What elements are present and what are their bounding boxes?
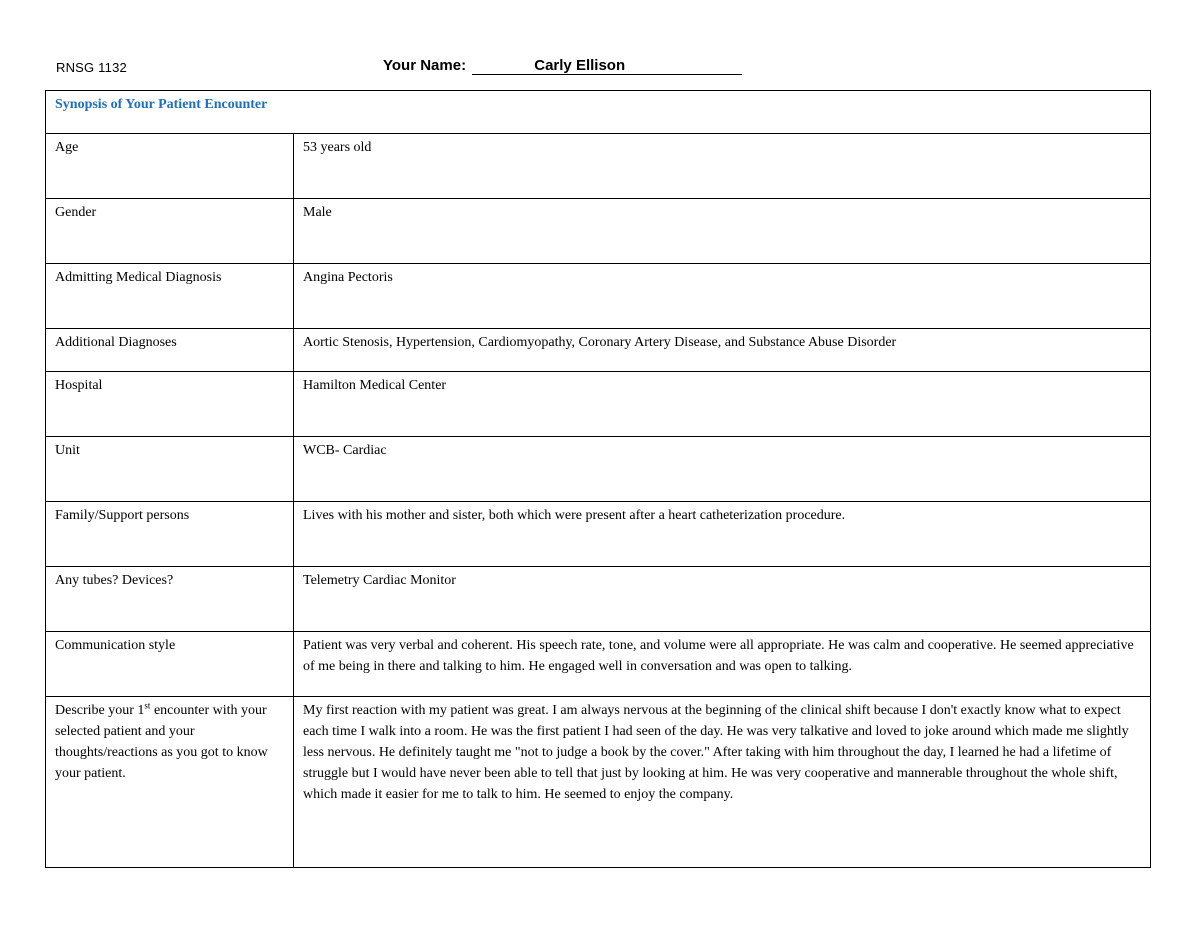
row-label bbox=[46, 697, 294, 868]
row-label: Communication style bbox=[46, 632, 294, 697]
label-superscript: st bbox=[144, 700, 151, 711]
row-label: Admitting Medical Diagnosis bbox=[46, 264, 294, 329]
table-row-first-encounter bbox=[46, 697, 1151, 868]
table-row-family-support bbox=[46, 502, 1151, 567]
student-name-row bbox=[383, 57, 742, 75]
table-title-row bbox=[46, 91, 1151, 134]
table-row-hospital bbox=[46, 372, 1151, 437]
row-value[interactable]: Patient was very verbal and coherent. His speech rate, tone, and volume were all appropriate. He was calm and cooperative. He seemed appreciative of me being in there and talking to him. He engaged well in conversation and was open to talking. bbox=[294, 632, 1151, 697]
row-value[interactable]: Aortic Stenosis, Hypertension, Cardiomyopathy, Coronary Artery Disease, and Substance Abuse Disorder bbox=[294, 329, 1151, 372]
row-value[interactable]: My first reaction with my patient was great. I am always nervous at the beginning of the clinical shift because I don't exactly know what to expect each time I walk into a room. He was the first patient I had seen of the day. He was very talkative and loved to joke around which made me slightly less nervous. He definitely taught me "not to judge a book by the cover." After taking with him throughout the day, I learned he had a lifetime of struggle but I would have never been able to tell that just by looking at him. He was very cooperative and mannerable throughout the whole shift, which made it easier for me to talk to him. He seemed to enjoy the company. bbox=[294, 697, 1151, 868]
row-label: Any tubes? Devices? bbox=[46, 567, 294, 632]
row-value[interactable]: Telemetry Cardiac Monitor bbox=[294, 567, 1151, 632]
label-part: encounter with your selected patient and your thoughts/reactions as you got to know your patient. bbox=[55, 703, 268, 781]
name-label: Your Name: bbox=[383, 57, 467, 74]
row-value[interactable]: 53 years old bbox=[294, 134, 1151, 199]
row-value[interactable]: WCB- Cardiac bbox=[294, 437, 1151, 502]
table-row-gender bbox=[46, 199, 1151, 264]
row-label: Hospital bbox=[46, 372, 294, 437]
row-label: Additional Diagnoses bbox=[46, 329, 294, 372]
row-label: Gender bbox=[46, 199, 294, 264]
course-code: RNSG 1132 bbox=[56, 60, 127, 75]
student-name-field[interactable]: Carly Ellison bbox=[472, 57, 742, 75]
row-value[interactable]: Angina Pectoris bbox=[294, 264, 1151, 329]
row-label: Age bbox=[46, 134, 294, 199]
table-row-admitting-diagnosis bbox=[46, 264, 1151, 329]
table-row-age bbox=[46, 134, 1151, 199]
table-row-communication-style bbox=[46, 632, 1151, 697]
row-label: Family/Support persons bbox=[46, 502, 294, 567]
row-value[interactable]: Male bbox=[294, 199, 1151, 264]
table-row-additional-diagnoses bbox=[46, 329, 1151, 372]
label-part: Describe your 1 bbox=[55, 703, 145, 718]
table-row-unit bbox=[46, 437, 1151, 502]
synopsis-table bbox=[45, 90, 1151, 868]
row-label: Unit bbox=[46, 437, 294, 502]
row-value[interactable]: Hamilton Medical Center bbox=[294, 372, 1151, 437]
table-row-tubes-devices bbox=[46, 567, 1151, 632]
table-title: Synopsis of Your Patient Encounter bbox=[46, 91, 1151, 134]
row-value[interactable]: Lives with his mother and sister, both which were present after a heart catheterization procedure. bbox=[294, 502, 1151, 567]
